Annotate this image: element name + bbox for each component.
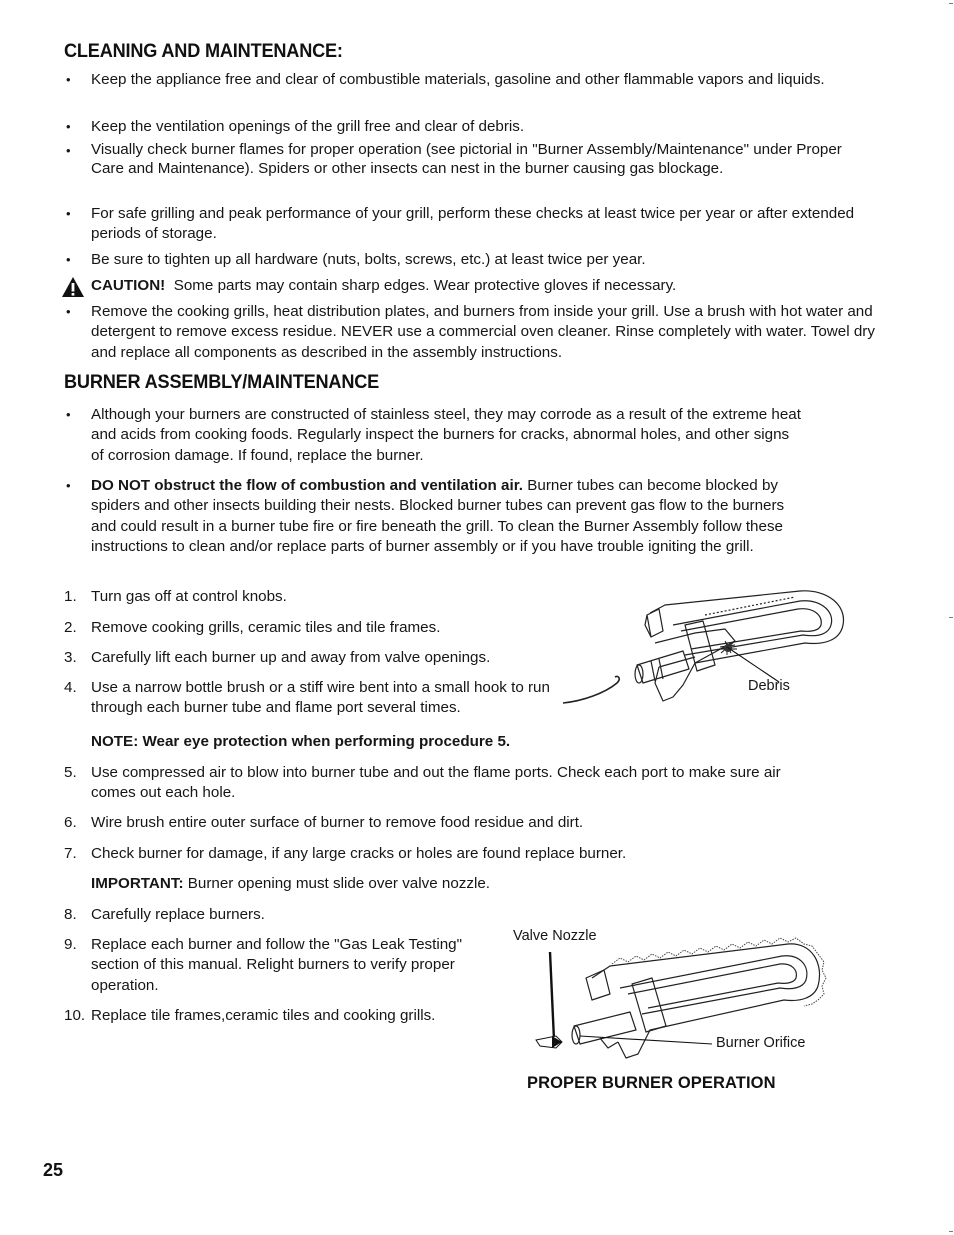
burner-orifice-label: Burner Orifice [716,1035,806,1051]
list-item: • DO NOT obstruct the flow of combustion and ventilation air. Burner tubes can become blocked by spiders and other insects building their nests. Blocked burner tubes can prevent gas flow to the burners and could result in a burner tube fire or fire beneath the grill. To clean the Burner Assembly follow these instructions to clean and/or replace parts of burner assembly or if you have trouble igniting the grill. [66,477,785,556]
caution-text: Some parts may contain sharp edges. Wear protective gloves if necessary. [173,277,677,294]
step-item: 8. Carefully replace burners. [64,906,265,923]
important-note: IMPORTANT: Burner opening must slide over valve nozzle. [91,875,490,892]
step-item: 1. Turn gas off at control knobs. [64,588,287,605]
caution-label: CAUTION! [91,277,166,294]
crop-mark [949,1231,953,1232]
step-item: 4. Use a narrow bottle brush or a stiff wire bent into a small hook to run through each burner tube and flame port several times. [64,679,550,717]
debris-label: Debris [748,678,790,694]
step-item: 5. Use compressed air to blow into burner tube and out the flame ports. Check each port to make sure air comes out each hole. [64,764,781,802]
step-item: 10. Replace tile frames,ceramic tiles and cooking grills. [64,1007,436,1024]
step-item: 7. Check burner for damage, if any large cracks or holes are found replace burner. [64,845,627,862]
crop-mark [949,617,953,618]
page-number: 25 [43,1160,64,1180]
step-item: 9. Replace each burner and follow the "Gas Leak Testing" section of this manual. Relight burners to verify proper operation. [64,936,463,994]
step-item: 2. Remove cooking grills, ceramic tiles and tile frames. [64,619,441,636]
valve-nozzle-label: Valve Nozzle [513,928,597,944]
list-item: • Keep the ventilation openings of the grill free and clear of debris. [66,118,525,135]
caution-notice [64,276,864,296]
list-item: • Remove the cooking grills, heat distribution plates, and burners from inside your grill. Use a brush with hot water and detergent to remove excess residue. NEVER use a commercial oven cleaner. Rinse completely with water. Towel dry and replace all components as described in the assembly instructions. [66,303,875,361]
list-item: • Be sure to tighten up all hardware (nuts, bolts, screws, etc.) at least twice per year. [66,251,646,268]
list-item: • Visually check burner flames for proper operation (see pictorial in "Burner Assembly/Maintenance" under Proper Care and Maintenance). Spiders or other insects can nest in the burner causing gas blockage. [66,141,842,177]
burner-debris-illustration [555,585,860,720]
step-item: 3. Carefully lift each burner up and away from valve openings. [64,649,491,666]
step-item: 6. Wire brush entire outer surface of burner to remove food residue and dirt. [64,814,584,831]
figure-caption: PROPER BURNER OPERATION [527,1074,776,1092]
warning-icon [61,276,85,298]
list-item: • Although your burners are constructed of stainless steel, they may corrode as a result of the extreme heat and acids from cooking foods. Regularly inspect the burners for cracks, abnormal holes, and other signs of corrosion damage. If found, replace the burner. [66,406,801,464]
note: NOTE: Wear eye protection when performing procedure 5. [91,733,511,750]
list-item: • Keep the appliance free and clear of combustible materials, gasoline and other flammable vapors and liquids. [66,71,825,88]
section-title-cleaning: CLEANING AND MAINTENANCE: [64,40,343,62]
section-title-burner: BURNER ASSEMBLY/MAINTENANCE [64,371,380,393]
crop-mark [949,3,953,4]
list-item: • For safe grilling and peak performance of your grill, perform these checks at least twice per year or after extended periods of storage. [66,205,855,243]
warning-bold-text: DO NOT obstruct the flow of combustion and ventilation air. [91,477,524,494]
